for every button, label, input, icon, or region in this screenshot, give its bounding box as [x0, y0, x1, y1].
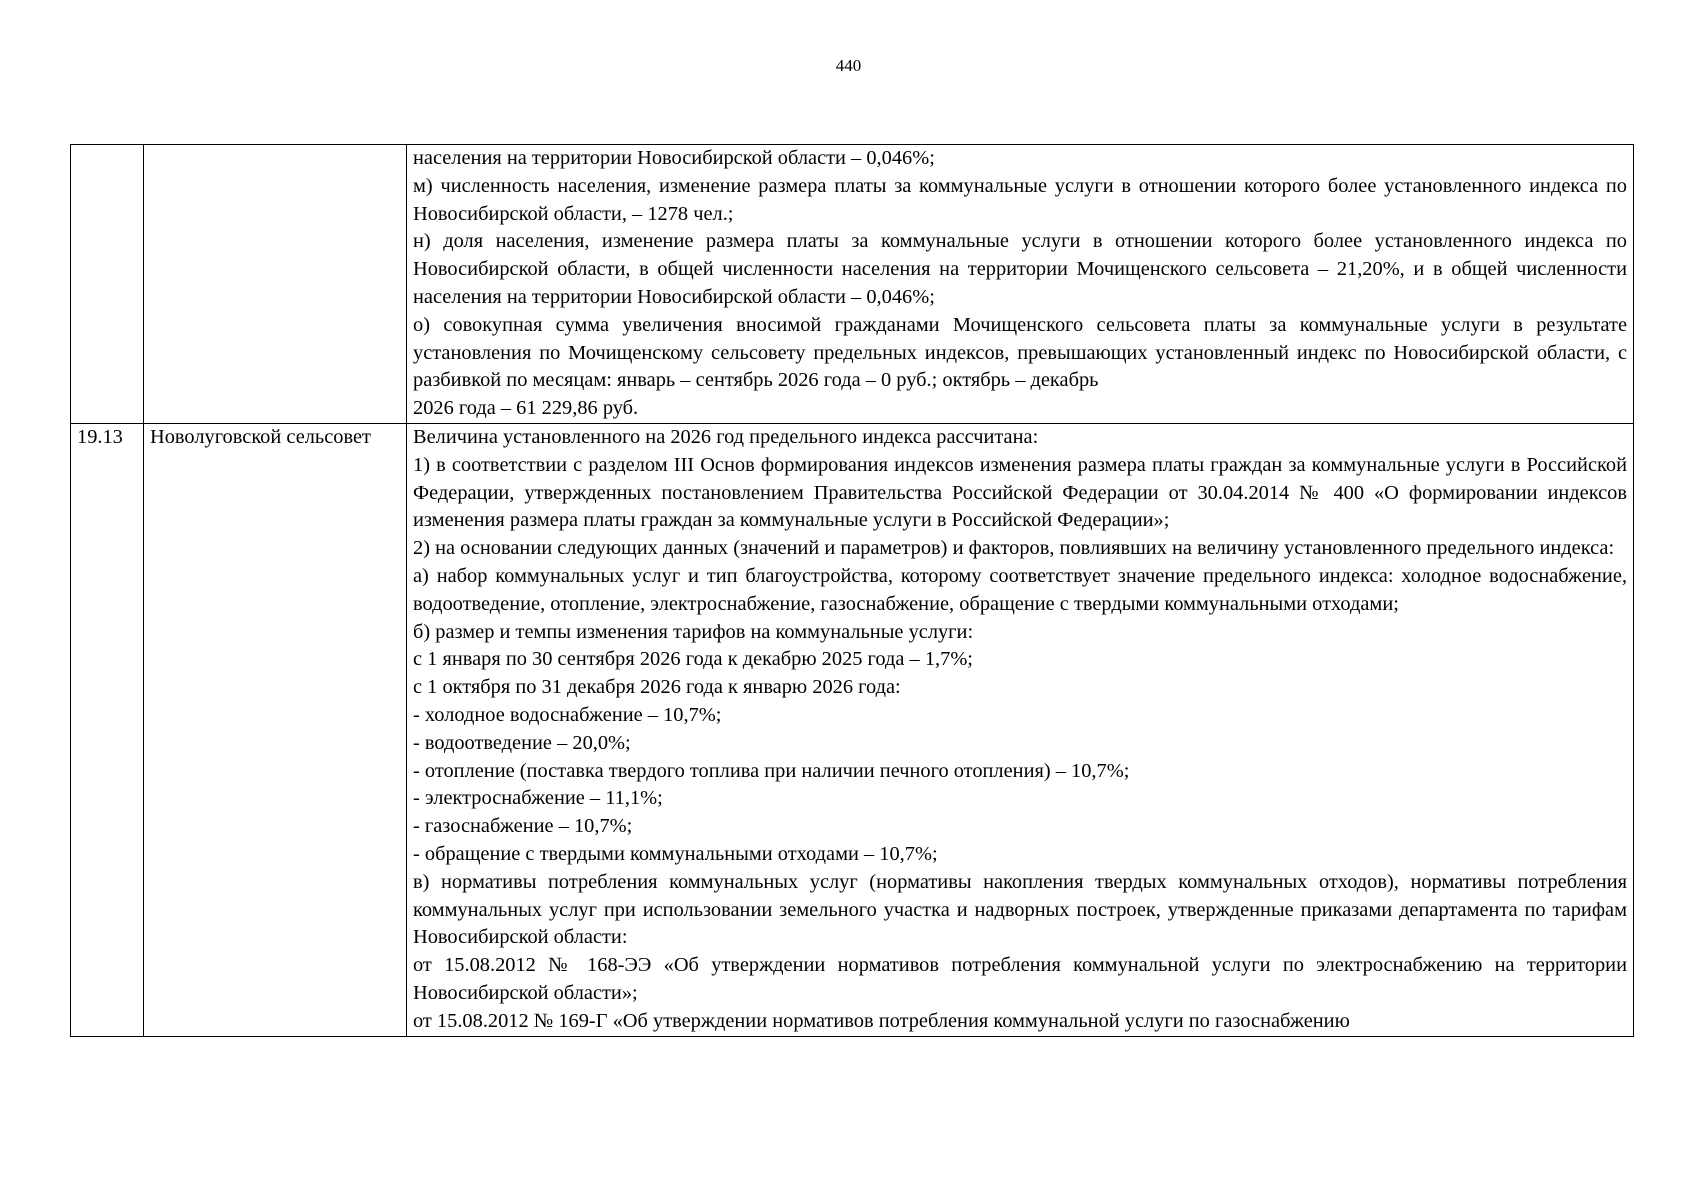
paragraph: от 15.08.2012 № 168-ЭЭ «Об утверждении нормативов потребления коммунальной услуги по электроснабжению на территории Новосибирской области»; [413, 954, 1627, 1004]
paragraph: с 1 января по 30 сентября 2026 года к декабрю 2025 года – 1,7%; [413, 648, 973, 671]
paragraph: с 1 октября по 31 декабря 2026 года к январю 2026 года: [413, 676, 901, 699]
paragraph: - отопление (поставка твердого топлива при наличии печного отопления) – 10,7%; [413, 759, 1130, 782]
table-row [71, 423, 1634, 1036]
paragraph: о) совокупная сумма увеличения вносимой гражданами Мочищенского сельсовета платы за коммунальные услуги в результате установления по Мочищенскому сельсовету предельных индексов, превышающих установленный индекс по Новосибирской области, с разбивкой по месяцам: январь – сентябрь 2026 года – 0 руб.; октябрь – декабрь [413, 313, 1627, 392]
description-cell [407, 423, 1634, 1036]
description-cell [407, 145, 1634, 424]
paragraph: 2) на основании следующих данных (значений и параметров) и факторов, повлиявших на величину установленного предельного индекса: [413, 537, 1615, 560]
paragraph: в) нормативы потребления коммунальных услуг (нормативы накопления твердых коммунальных отходов), нормативы потребления коммунальных услуг при использовании земельного участка и надворных построек, утвержденные приказами департамента по тарифам Новосибирской области: [413, 870, 1627, 949]
paragraph: - холодное водоснабжение – 10,7%; [413, 703, 722, 726]
paragraph: - газоснабжение – 10,7%; [413, 815, 633, 838]
document-table [70, 144, 1634, 1037]
municipality-name-cell: Новолуговской сельсовет [144, 423, 407, 1036]
paragraph: 1) в соответствии с разделом III Основ формирования индексов изменения размера платы граждан за коммунальные услуги в Российской Федерации, утвержденных постановлением Правительства Российской Федерации от 30.04.2014 № 400 «О формировании индексов изменения размера платы граждан за коммунальные услуги в Российской Федерации»; [413, 453, 1627, 532]
paragraph: н) доля населения, изменение размера платы за коммунальные услуги в отношении которого более установленного индекса по Новосибирской области, в общей численности населения на территории Мочищенского сельсовета – 21,20%, и в общей численности населения на территории Новосибирской области – 0,046%; [413, 230, 1627, 308]
table-row [71, 145, 1634, 424]
paragraph: - электроснабжение – 11,1%; [413, 787, 663, 810]
row-number-cell: 19.13 [71, 423, 144, 1036]
paragraph: а) набор коммунальных услуг и тип благоустройства, которому соответствует значение предельного индекса: холодное водоснабжение, водоотведение, отопление, электроснабжение, газоснабжение, обращение с твердыми коммунальными отходами; [413, 564, 1627, 615]
row-number-cell [71, 145, 144, 424]
paragraph: б) размер и темпы изменения тарифов на коммунальные услуги: [413, 620, 974, 643]
page-number: 440 [835, 56, 862, 75]
paragraph: Величина установленного на 2026 год предельного индекса рассчитана: [413, 425, 1039, 448]
paragraph: - водоотведение – 20,0%; [413, 731, 631, 754]
paragraph: - обращение с твердыми коммунальными отходами – 10,7%; [413, 842, 938, 865]
paragraph: м) численность населения, изменение размера платы за коммунальные услуги в отношении которого более установленного индекса по Новосибирской области, – 1278 чел.; [413, 174, 1627, 225]
paragraph: от 15.08.2012 № 169-Г «Об утверждении нормативов потребления коммунальной услуги по газоснабжению [413, 1009, 1350, 1032]
paragraph: населения на территории Новосибирской области – 0,046%; [413, 147, 935, 169]
paragraph: 2026 года – 61 229,86 руб. [413, 397, 639, 420]
municipality-name-cell [144, 145, 407, 424]
